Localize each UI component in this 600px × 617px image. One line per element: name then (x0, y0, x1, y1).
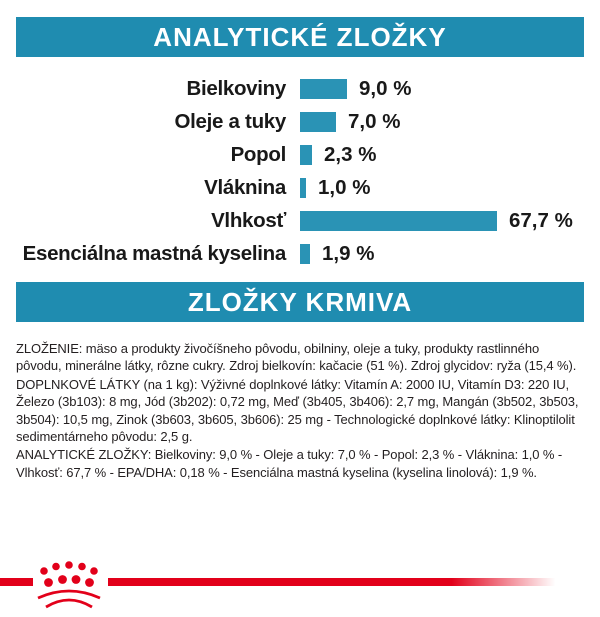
chart-category-label: Esenciálna mastná kyselina (22, 241, 286, 265)
chart-value-label: 7,0 % (348, 109, 401, 133)
chart-value-label: 9,0 % (359, 76, 412, 100)
ingredients-title: ZLOŽKY KRMIVA (187, 286, 413, 317)
ingredients-text-block (16, 340, 584, 481)
footer-left-rule (0, 578, 33, 586)
analytical-bar-chart (0, 72, 600, 270)
footer-right-rule (108, 578, 560, 586)
chart-bar (300, 79, 347, 99)
chart-value-label: 2,3 % (324, 142, 377, 166)
composition-paragraph: ZLOŽENIE: mäso a produkty živočíšneho pôvodu, obilniny, oleje a tuky, produkty rastlinného pôvodu, minerálne látky, rôzne cukry. Zdroj bielkovín: kačacie (51 %). Zdroj glycidov: ryža (15,4 %). (16, 341, 577, 374)
analytical-components-title: ANALYTICKÉ ZLOŽKY (153, 21, 447, 52)
chart-bar (300, 145, 312, 165)
chart-category-label: Popol (230, 142, 286, 166)
ingredients-banner (16, 282, 584, 322)
chart-value-label: 1,9 % (322, 241, 375, 265)
chart-category-label: Vlhkosť (211, 208, 286, 232)
chart-category-label: Oleje a tuky (174, 109, 286, 133)
analytical-components-banner (16, 17, 584, 57)
chart-row (0, 171, 600, 204)
chart-value-label: 1,0 % (318, 175, 371, 199)
chart-value-label: 67,7 % (509, 208, 573, 232)
royal-canin-crown-icon (36, 561, 102, 611)
chart-row (0, 105, 600, 138)
analytical-summary-paragraph: ANALYTICKÉ ZLOŽKY: Bielkoviny: 9,0 % - Oleje a tuky: 7,0 % - Popol: 2,3 % - Vláknina: 1,0 % - Vlhkosť: 67,7 % - EPA/DHA: 0,18 % - Esenciálna mastná kyselina (kyselina linolová): 1,9 %. (16, 447, 563, 480)
chart-bar (300, 178, 306, 198)
brand-footer (0, 561, 600, 617)
additives-paragraph: DOPLNKOVÉ LÁTKY (na 1 kg): Výživné doplnkové látky: Vitamín A: 2000 IU, Vitamín D3: 220 IU, Železo (3b103): 8 mg, Jód (3b202): 0,72 mg, Meď (3b405, 3b406): 2,7 mg, Mangán (3b502, 3b503, 3b504): 10,5 mg, Zinok (3b603, 3b605, 3b606): 25 mg - Technologické doplnkové látky: Klinoptilolit sedimentárneho pôvodu: 2,5 g. (16, 376, 579, 445)
chart-row (0, 204, 600, 237)
chart-row (0, 138, 600, 171)
chart-category-label: Vláknina (204, 175, 286, 199)
chart-row (0, 72, 600, 105)
chart-row (0, 237, 600, 270)
chart-bar (300, 244, 310, 264)
chart-category-label: Bielkoviny (186, 76, 286, 100)
chart-bar (300, 112, 336, 132)
chart-bar (300, 211, 497, 231)
